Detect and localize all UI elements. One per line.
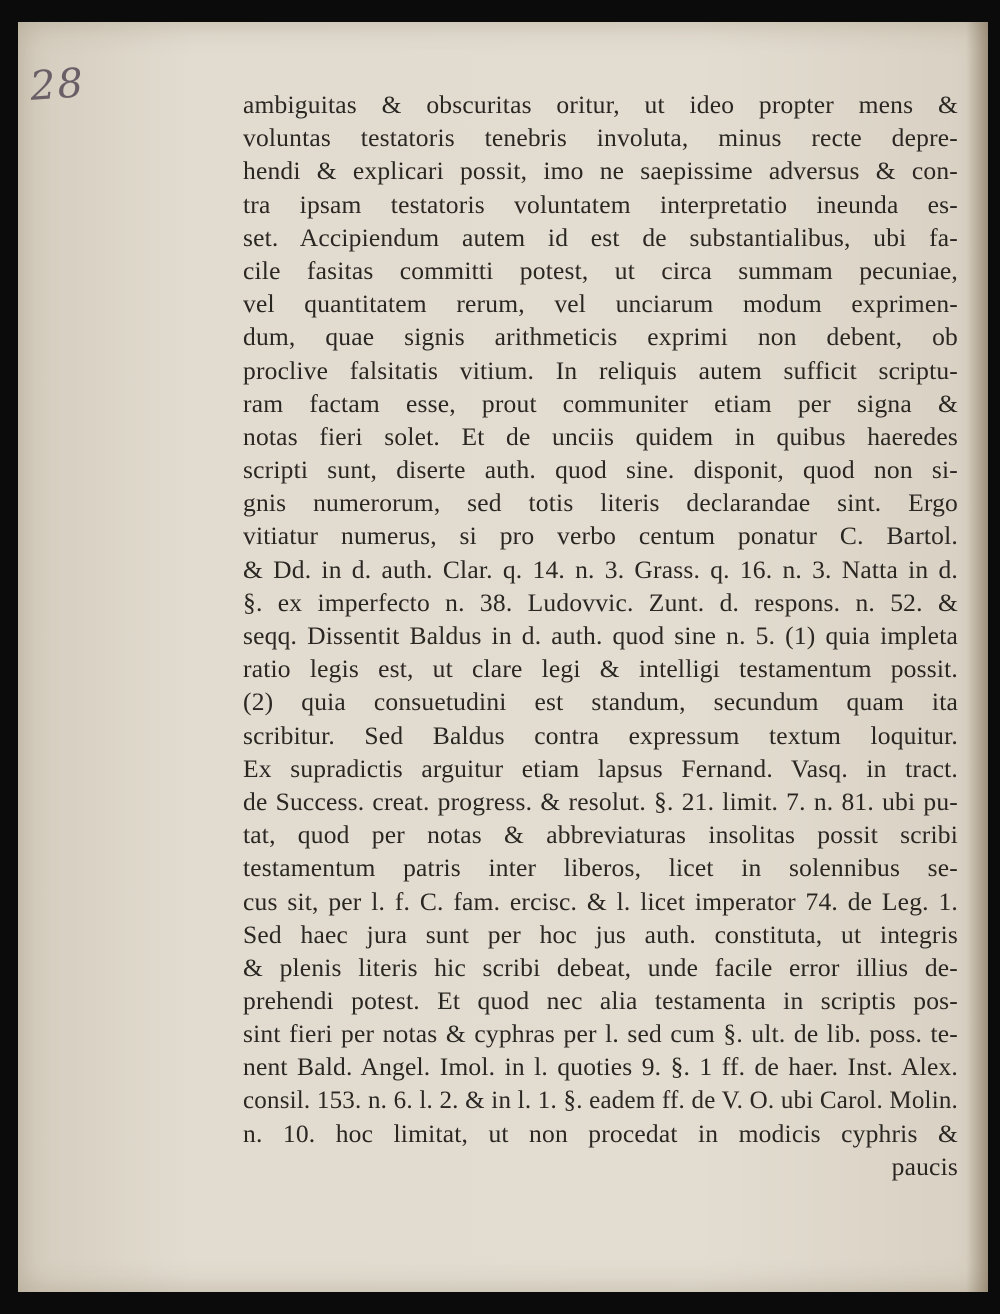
text-line: n. 10. hoc limitat, ut non procedat in modicis cyphris & bbox=[243, 1118, 958, 1148]
text-line: prehendi potest. Et quod nec alia testamenta in scriptis pos- bbox=[243, 986, 958, 1016]
text-line: nent Bald. Angel. Imol. in l. quoties 9. §. 1 ff. de haer. Inst. Alex. bbox=[243, 1052, 958, 1082]
text-line: Ex supradictis arguitur etiam lapsus Fernand. Vasq. in tract. bbox=[243, 753, 958, 783]
text-line: ambiguitas & obscuritas oritur, ut ideo propter mens & bbox=[243, 90, 958, 119]
catchword: paucis bbox=[891, 1152, 958, 1181]
text-line: scribitur. Sed Baldus contra expressum textum loquitur. bbox=[243, 720, 958, 750]
text-line: cile fasitas committi potest, ut circa summam pecuniae, bbox=[243, 255, 958, 285]
text-line: & plenis literis hic scribi debeat, unde facile error illius de- bbox=[243, 952, 958, 982]
text-line: scripti sunt, diserte auth. quod sine. disponit, quod non si- bbox=[243, 455, 958, 485]
text-line: consil. 153. n. 6. l. 2. & in l. 1. §. eadem ff. de V. O. ubi Carol. Molin. bbox=[243, 1086, 958, 1114]
text-line: set. Accipiendum autem id est de substantialibus, ubi fa- bbox=[243, 222, 958, 252]
text-line: seqq. Dissentit Baldus in d. auth. quod sine n. 5. (1) quia impleta bbox=[243, 621, 958, 650]
text-line: §. ex imperfecto n. 38. Ludovvic. Zunt. d. respons. n. 52. & bbox=[243, 587, 958, 617]
text-line: & Dd. in d. auth. Clar. q. 14. n. 3. Grass. q. 16. n. 3. Natta in d. bbox=[243, 554, 958, 584]
text-line: tra ipsam testatoris voluntatem interpretatio ineunda es- bbox=[243, 189, 958, 219]
text-line: (2) quia consuetudini est standum, secundum quam ita bbox=[243, 687, 958, 717]
text-line: vitiatur numerus, si pro verbo centum ponatur C. Bartol. bbox=[243, 521, 958, 551]
text-line: notas fieri solet. Et de unciis quidem in quibus haeredes bbox=[243, 421, 958, 451]
book-page bbox=[18, 22, 988, 1292]
text-line: sint fieri per notas & cyphras per l. sed cum §. ult. de lib. poss. te- bbox=[243, 1019, 958, 1049]
page-gutter-shadow bbox=[966, 22, 988, 1292]
text-line: gnis numerorum, sed totis literis declarandae sint. Ergo bbox=[243, 488, 958, 518]
text-line: vel quantitatem rerum, vel unciarum modum exprimen- bbox=[243, 289, 958, 319]
page-number: 28 bbox=[28, 60, 87, 110]
text-line: tat, quod per notas & abbreviaturas insolitas possit scribi bbox=[243, 820, 958, 850]
text-line: voluntas testatoris tenebris involuta, minus recte depre- bbox=[243, 123, 958, 153]
text-line: de Success. creat. progress. & resolut. §. 21. limit. 7. n. 81. ubi pu- bbox=[243, 786, 958, 816]
text-line: dum, quae signis arithmeticis exprimi non debent, ob bbox=[243, 322, 958, 352]
body-text bbox=[243, 88, 958, 1183]
text-line: cus sit, per l. f. C. fam. ercisc. & l. licet imperator 74. de Leg. 1. bbox=[243, 886, 958, 916]
text-line: ratio legis est, ut clare legi & intelligi testamentum possit. bbox=[243, 654, 958, 684]
text-line: Sed haec jura sunt per hoc jus auth. constituta, ut integris bbox=[243, 919, 958, 949]
text-line: ram factam esse, prout communiter etiam per signa & bbox=[243, 388, 958, 418]
text-line: proclive falsitatis vitium. In reliquis autem sufficit scriptu- bbox=[243, 355, 958, 385]
text-line: hendi & explicari possit, imo ne saepissime adversus & con- bbox=[243, 156, 958, 186]
text-line: testamentum patris inter liberos, licet in solennibus se- bbox=[243, 853, 958, 883]
